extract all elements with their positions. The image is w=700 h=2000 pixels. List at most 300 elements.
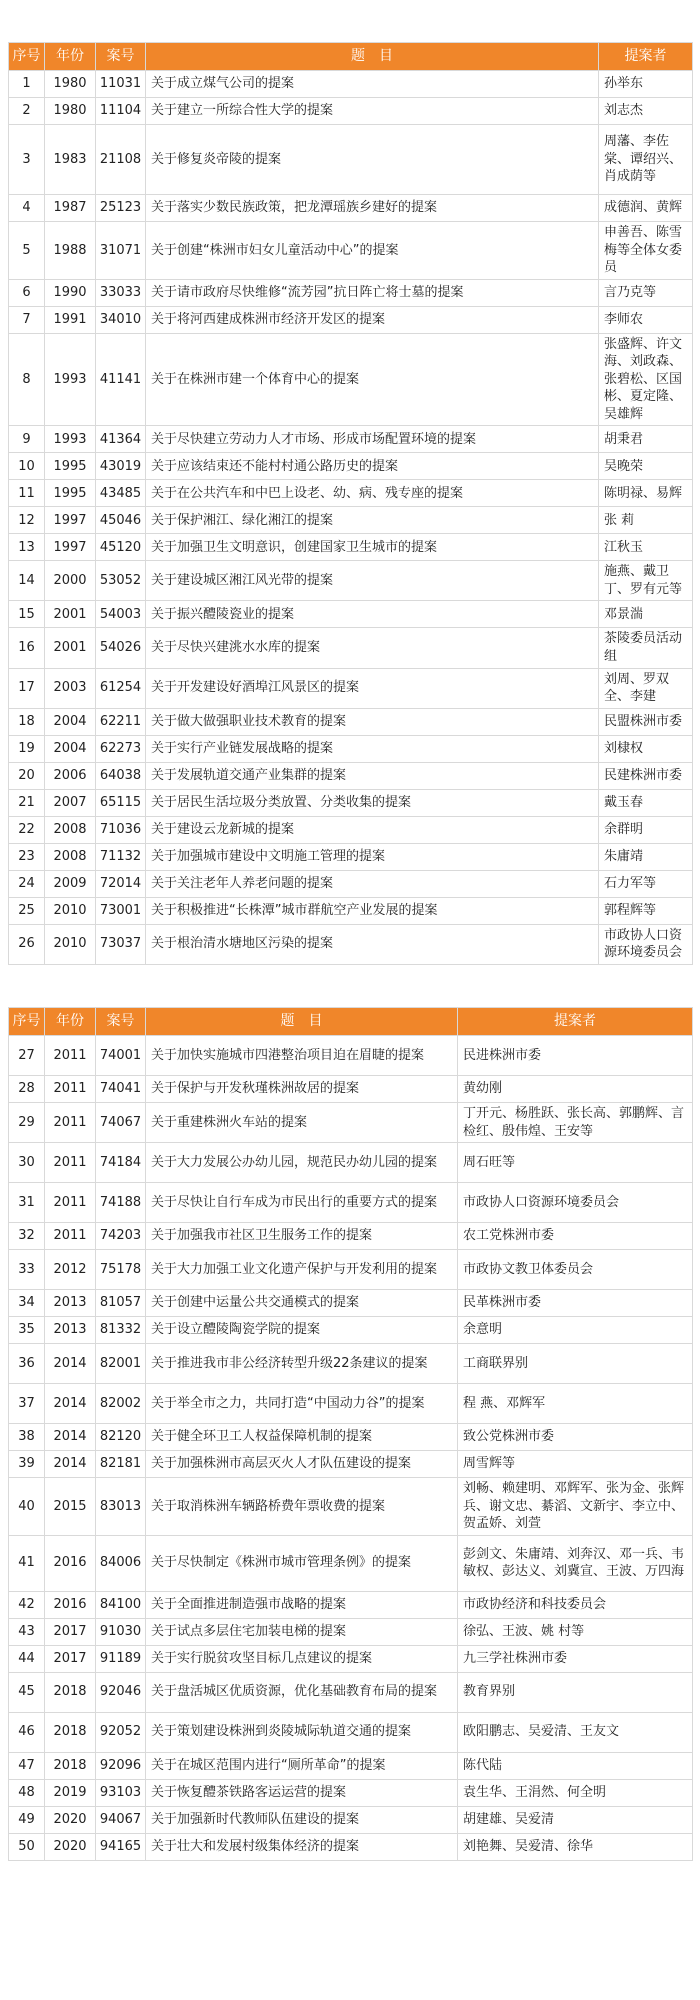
table-row bbox=[9, 1618, 693, 1645]
cell-index: 24 bbox=[9, 870, 45, 897]
cell-index: 37 bbox=[9, 1384, 45, 1424]
cell-year: 2018 bbox=[45, 1712, 96, 1752]
cell-year: 2004 bbox=[45, 708, 96, 735]
cell-title: 关于重建株洲火车站的提案 bbox=[146, 1103, 458, 1143]
cell-title: 关于做大做强职业技术教育的提案 bbox=[146, 708, 599, 735]
cell-title: 关于在株洲市建一个体育中心的提案 bbox=[146, 333, 599, 426]
cell-year: 1983 bbox=[45, 125, 96, 195]
cell-index: 43 bbox=[9, 1618, 45, 1645]
cell-index: 32 bbox=[9, 1223, 45, 1250]
table-row bbox=[9, 306, 693, 333]
table-row bbox=[9, 843, 693, 870]
table-row bbox=[9, 1183, 693, 1223]
header-proposer: 提案者 bbox=[458, 1008, 693, 1036]
proposal-table-1 bbox=[8, 42, 693, 965]
table-row bbox=[9, 1344, 693, 1384]
cell-year: 2001 bbox=[45, 628, 96, 668]
table-row bbox=[9, 1833, 693, 1860]
cell-title: 关于根治清水塘地区污染的提案 bbox=[146, 924, 599, 964]
cell-case-no: 31071 bbox=[96, 222, 146, 280]
cell-case-no: 53052 bbox=[96, 561, 146, 601]
cell-year: 2014 bbox=[45, 1424, 96, 1451]
cell-year: 2006 bbox=[45, 762, 96, 789]
cell-year: 2013 bbox=[45, 1290, 96, 1317]
cell-index: 45 bbox=[9, 1672, 45, 1712]
cell-case-no: 54026 bbox=[96, 628, 146, 668]
cell-year: 2019 bbox=[45, 1779, 96, 1806]
table-row bbox=[9, 1317, 693, 1344]
cell-index: 36 bbox=[9, 1344, 45, 1384]
table-row bbox=[9, 98, 693, 125]
cell-title: 关于积极推进“长株潭”城市群航空产业发展的提案 bbox=[146, 897, 599, 924]
cell-proposer: 邓景湍 bbox=[599, 601, 693, 628]
table-row bbox=[9, 195, 693, 222]
cell-case-no: 81332 bbox=[96, 1317, 146, 1344]
cell-year: 2011 bbox=[45, 1183, 96, 1223]
cell-title: 关于壮大和发展村级集体经济的提案 bbox=[146, 1833, 458, 1860]
cell-year: 2020 bbox=[45, 1833, 96, 1860]
cell-proposer: 致公党株洲市委 bbox=[458, 1424, 693, 1451]
table-row bbox=[9, 534, 693, 561]
cell-case-no: 71132 bbox=[96, 843, 146, 870]
cell-index: 11 bbox=[9, 480, 45, 507]
table-row bbox=[9, 125, 693, 195]
cell-year: 1987 bbox=[45, 195, 96, 222]
table-row bbox=[9, 1076, 693, 1103]
cell-title: 关于在城区范围内进行“厕所革命”的提案 bbox=[146, 1752, 458, 1779]
cell-proposer: 刘志杰 bbox=[599, 98, 693, 125]
cell-case-no: 91189 bbox=[96, 1645, 146, 1672]
cell-title: 关于落实少数民族政策，把龙潭瑶族乡建好的提案 bbox=[146, 195, 599, 222]
cell-title: 关于开发建设好酒埠江风景区的提案 bbox=[146, 668, 599, 708]
cell-index: 4 bbox=[9, 195, 45, 222]
cell-index: 38 bbox=[9, 1424, 45, 1451]
cell-case-no: 81057 bbox=[96, 1290, 146, 1317]
cell-case-no: 64038 bbox=[96, 762, 146, 789]
cell-proposer: 民盟株洲市委 bbox=[599, 708, 693, 735]
cell-proposer: 刘棣权 bbox=[599, 735, 693, 762]
cell-index: 12 bbox=[9, 507, 45, 534]
table-row bbox=[9, 279, 693, 306]
cell-year: 1990 bbox=[45, 279, 96, 306]
table-row bbox=[9, 71, 693, 98]
cell-case-no: 34010 bbox=[96, 306, 146, 333]
cell-proposer: 余意明 bbox=[458, 1317, 693, 1344]
cell-title: 关于实行脱贫攻坚目标几点建议的提案 bbox=[146, 1645, 458, 1672]
cell-index: 34 bbox=[9, 1290, 45, 1317]
cell-case-no: 62273 bbox=[96, 735, 146, 762]
cell-index: 50 bbox=[9, 1833, 45, 1860]
cell-case-no: 43019 bbox=[96, 453, 146, 480]
table-row bbox=[9, 870, 693, 897]
cell-case-no: 54003 bbox=[96, 601, 146, 628]
cell-proposer: 张盛辉、许文海、刘政森、张碧松、区国彬、夏定隆、吴雄辉 bbox=[599, 333, 693, 426]
cell-index: 1 bbox=[9, 71, 45, 98]
cell-title: 关于加强城市建设中文明施工管理的提案 bbox=[146, 843, 599, 870]
cell-proposer: 袁生华、王涓然、何全明 bbox=[458, 1779, 693, 1806]
cell-index: 26 bbox=[9, 924, 45, 964]
header-year: 年份 bbox=[45, 1008, 96, 1036]
cell-case-no: 33033 bbox=[96, 279, 146, 306]
table-row bbox=[9, 453, 693, 480]
cell-case-no: 45046 bbox=[96, 507, 146, 534]
table-row bbox=[9, 426, 693, 453]
cell-case-no: 74067 bbox=[96, 1103, 146, 1143]
cell-index: 46 bbox=[9, 1712, 45, 1752]
proposal-table-2 bbox=[8, 1007, 693, 1861]
cell-year: 2017 bbox=[45, 1645, 96, 1672]
cell-index: 2 bbox=[9, 98, 45, 125]
cell-proposer: 彭剑文、朱庸靖、刘奔汉、邓一兵、韦敏权、彭达义、刘冀宣、王波、万四海 bbox=[458, 1535, 693, 1591]
cell-proposer: 周雪辉等 bbox=[458, 1451, 693, 1478]
cell-index: 33 bbox=[9, 1250, 45, 1290]
cell-proposer: 徐弘、王波、姚 村等 bbox=[458, 1618, 693, 1645]
cell-title: 关于举全市之力，共同打造“中国动力谷”的提案 bbox=[146, 1384, 458, 1424]
cell-title: 关于成立煤气公司的提案 bbox=[146, 71, 599, 98]
cell-year: 1995 bbox=[45, 480, 96, 507]
cell-year: 2010 bbox=[45, 924, 96, 964]
cell-proposer: 刘周、罗双全、李建 bbox=[599, 668, 693, 708]
cell-title: 关于发展轨道交通产业集群的提案 bbox=[146, 762, 599, 789]
table-row bbox=[9, 1384, 693, 1424]
table-row bbox=[9, 1290, 693, 1317]
header-index: 序号 bbox=[9, 1008, 45, 1036]
table-row bbox=[9, 897, 693, 924]
cell-index: 5 bbox=[9, 222, 45, 280]
cell-year: 2011 bbox=[45, 1076, 96, 1103]
cell-year: 2013 bbox=[45, 1317, 96, 1344]
cell-year: 2012 bbox=[45, 1250, 96, 1290]
table-row bbox=[9, 1451, 693, 1478]
cell-case-no: 74041 bbox=[96, 1076, 146, 1103]
cell-index: 17 bbox=[9, 668, 45, 708]
cell-title: 关于恢复醴茶铁路客运运营的提案 bbox=[146, 1779, 458, 1806]
cell-case-no: 74188 bbox=[96, 1183, 146, 1223]
cell-case-no: 71036 bbox=[96, 816, 146, 843]
cell-index: 49 bbox=[9, 1806, 45, 1833]
cell-year: 2015 bbox=[45, 1478, 96, 1536]
cell-proposer: 江秋玉 bbox=[599, 534, 693, 561]
table-row bbox=[9, 1143, 693, 1183]
cell-proposer: 张 莉 bbox=[599, 507, 693, 534]
cell-year: 1991 bbox=[45, 306, 96, 333]
table-body-1 bbox=[9, 71, 693, 965]
cell-proposer: 欧阳鹏志、吴爱清、王友文 bbox=[458, 1712, 693, 1752]
cell-index: 13 bbox=[9, 534, 45, 561]
cell-title: 关于在公共汽车和中巴上设老、幼、病、残专座的提案 bbox=[146, 480, 599, 507]
table-row bbox=[9, 1591, 693, 1618]
cell-proposer: 吴晚荣 bbox=[599, 453, 693, 480]
table-row bbox=[9, 1672, 693, 1712]
cell-title: 关于推进我市非公经济转型升级22条建议的提案 bbox=[146, 1344, 458, 1384]
cell-title: 关于策划建设株洲到炎陵城际轨道交通的提案 bbox=[146, 1712, 458, 1752]
cell-proposer: 石力军等 bbox=[599, 870, 693, 897]
cell-proposer: 余群明 bbox=[599, 816, 693, 843]
cell-index: 10 bbox=[9, 453, 45, 480]
cell-case-no: 41364 bbox=[96, 426, 146, 453]
table-row bbox=[9, 1424, 693, 1451]
cell-title: 关于加强株洲市高层灭火人才队伍建设的提案 bbox=[146, 1451, 458, 1478]
cell-case-no: 73037 bbox=[96, 924, 146, 964]
cell-case-no: 82120 bbox=[96, 1424, 146, 1451]
cell-title: 关于试点多层住宅加装电梯的提案 bbox=[146, 1618, 458, 1645]
table-row bbox=[9, 735, 693, 762]
cell-case-no: 92096 bbox=[96, 1752, 146, 1779]
cell-proposer: 市政协人口资源环境委员会 bbox=[458, 1183, 693, 1223]
cell-proposer: 孙举东 bbox=[599, 71, 693, 98]
cell-case-no: 94067 bbox=[96, 1806, 146, 1833]
cell-title: 关于尽快兴建洮水水库的提案 bbox=[146, 628, 599, 668]
cell-case-no: 74001 bbox=[96, 1036, 146, 1076]
cell-index: 25 bbox=[9, 897, 45, 924]
cell-index: 15 bbox=[9, 601, 45, 628]
cell-case-no: 91030 bbox=[96, 1618, 146, 1645]
table-row bbox=[9, 1806, 693, 1833]
cell-year: 2020 bbox=[45, 1806, 96, 1833]
cell-title: 关于盘活城区优质资源，优化基础教育布局的提案 bbox=[146, 1672, 458, 1712]
cell-proposer: 周藩、李佐棠、谭绍兴、肖成荫等 bbox=[599, 125, 693, 195]
cell-title: 关于居民生活垃圾分类放置、分类收集的提案 bbox=[146, 789, 599, 816]
header-title: 题 目 bbox=[146, 43, 599, 71]
table-row bbox=[9, 1103, 693, 1143]
header-index: 序号 bbox=[9, 43, 45, 71]
cell-title: 关于建立一所综合性大学的提案 bbox=[146, 98, 599, 125]
cell-proposer: 胡建雄、吴爱清 bbox=[458, 1806, 693, 1833]
cell-index: 20 bbox=[9, 762, 45, 789]
cell-proposer: 市政协人口资源环境委员会 bbox=[599, 924, 693, 964]
cell-year: 1997 bbox=[45, 534, 96, 561]
cell-proposer: 戴玉春 bbox=[599, 789, 693, 816]
cell-title: 关于加强卫生文明意识，创建国家卫生城市的提案 bbox=[146, 534, 599, 561]
cell-index: 42 bbox=[9, 1591, 45, 1618]
cell-index: 30 bbox=[9, 1143, 45, 1183]
table-row bbox=[9, 762, 693, 789]
table-row bbox=[9, 1250, 693, 1290]
cell-case-no: 83013 bbox=[96, 1478, 146, 1536]
cell-title: 关于大力加强工业文化遗产保护与开发利用的提案 bbox=[146, 1250, 458, 1290]
cell-index: 41 bbox=[9, 1535, 45, 1591]
table-row bbox=[9, 561, 693, 601]
table-row bbox=[9, 628, 693, 668]
table-row bbox=[9, 333, 693, 426]
cell-year: 1993 bbox=[45, 426, 96, 453]
table-row bbox=[9, 924, 693, 964]
cell-proposer: 成德润、黄辉 bbox=[599, 195, 693, 222]
cell-index: 22 bbox=[9, 816, 45, 843]
cell-title: 关于健全环卫工人权益保障机制的提案 bbox=[146, 1424, 458, 1451]
cell-index: 18 bbox=[9, 708, 45, 735]
cell-index: 29 bbox=[9, 1103, 45, 1143]
cell-year: 2017 bbox=[45, 1618, 96, 1645]
cell-year: 2003 bbox=[45, 668, 96, 708]
cell-title: 关于全面推进制造强市战略的提案 bbox=[146, 1591, 458, 1618]
cell-index: 14 bbox=[9, 561, 45, 601]
cell-year: 2011 bbox=[45, 1036, 96, 1076]
cell-title: 关于实行产业链发展战略的提案 bbox=[146, 735, 599, 762]
cell-title: 关于将河西建成株洲市经济开发区的提案 bbox=[146, 306, 599, 333]
cell-title: 关于尽快制定《株洲市城市管理条例》的提案 bbox=[146, 1535, 458, 1591]
header-proposer: 提案者 bbox=[599, 43, 693, 71]
table-row bbox=[9, 1645, 693, 1672]
cell-year: 2010 bbox=[45, 897, 96, 924]
cell-proposer: 市政协经济和科技委员会 bbox=[458, 1591, 693, 1618]
cell-proposer: 九三学社株洲市委 bbox=[458, 1645, 693, 1672]
cell-proposer: 民革株洲市委 bbox=[458, 1290, 693, 1317]
table-row bbox=[9, 708, 693, 735]
cell-proposer: 农工党株洲市委 bbox=[458, 1223, 693, 1250]
table-body-2 bbox=[9, 1036, 693, 1861]
cell-year: 2018 bbox=[45, 1672, 96, 1712]
cell-proposer: 民建株洲市委 bbox=[599, 762, 693, 789]
cell-title: 关于加强我市社区卫生服务工作的提案 bbox=[146, 1223, 458, 1250]
cell-case-no: 65115 bbox=[96, 789, 146, 816]
cell-year: 2001 bbox=[45, 601, 96, 628]
table-row bbox=[9, 507, 693, 534]
table-header-row bbox=[9, 1008, 693, 1036]
cell-case-no: 11104 bbox=[96, 98, 146, 125]
cell-proposer: 施燕、戴卫丁、罗有元等 bbox=[599, 561, 693, 601]
cell-proposer: 周石旺等 bbox=[458, 1143, 693, 1183]
cell-year: 2011 bbox=[45, 1103, 96, 1143]
cell-index: 6 bbox=[9, 279, 45, 306]
cell-title: 关于尽快让自行车成为市民出行的重要方式的提案 bbox=[146, 1183, 458, 1223]
cell-proposer: 茶陵委员活动组 bbox=[599, 628, 693, 668]
cell-year: 2014 bbox=[45, 1344, 96, 1384]
cell-year: 2014 bbox=[45, 1384, 96, 1424]
cell-title: 关于建设云龙新城的提案 bbox=[146, 816, 599, 843]
table-row bbox=[9, 601, 693, 628]
table-row bbox=[9, 1752, 693, 1779]
cell-proposer: 刘艳舞、吴爱清、徐华 bbox=[458, 1833, 693, 1860]
cell-proposer: 申善吾、陈雪梅等全体女委员 bbox=[599, 222, 693, 280]
cell-index: 39 bbox=[9, 1451, 45, 1478]
cell-title: 关于修复炎帝陵的提案 bbox=[146, 125, 599, 195]
cell-index: 21 bbox=[9, 789, 45, 816]
cell-case-no: 41141 bbox=[96, 333, 146, 426]
cell-title: 关于建设城区湘江风光带的提案 bbox=[146, 561, 599, 601]
cell-case-no: 82002 bbox=[96, 1384, 146, 1424]
cell-case-no: 21108 bbox=[96, 125, 146, 195]
cell-case-no: 94165 bbox=[96, 1833, 146, 1860]
cell-year: 2016 bbox=[45, 1535, 96, 1591]
cell-year: 2009 bbox=[45, 870, 96, 897]
cell-proposer: 言乃克等 bbox=[599, 279, 693, 306]
cell-case-no: 74203 bbox=[96, 1223, 146, 1250]
cell-proposer: 程 燕、邓辉军 bbox=[458, 1384, 693, 1424]
table-header-row bbox=[9, 43, 693, 71]
cell-case-no: 82001 bbox=[96, 1344, 146, 1384]
cell-title: 关于保护湘江、绿化湘江的提案 bbox=[146, 507, 599, 534]
table-row bbox=[9, 1712, 693, 1752]
cell-proposer: 陈明禄、易辉 bbox=[599, 480, 693, 507]
cell-case-no: 62211 bbox=[96, 708, 146, 735]
cell-year: 1980 bbox=[45, 98, 96, 125]
table-row bbox=[9, 222, 693, 280]
cell-title: 关于创建“株洲市妇女儿童活动中心”的提案 bbox=[146, 222, 599, 280]
cell-title: 关于取消株洲车辆路桥费年票收费的提案 bbox=[146, 1478, 458, 1536]
cell-case-no: 43485 bbox=[96, 480, 146, 507]
cell-case-no: 92052 bbox=[96, 1712, 146, 1752]
cell-proposer: 胡秉君 bbox=[599, 426, 693, 453]
cell-year: 2018 bbox=[45, 1752, 96, 1779]
table-row bbox=[9, 668, 693, 708]
cell-year: 2011 bbox=[45, 1223, 96, 1250]
cell-proposer: 丁开元、杨胜跃、张长高、郭鹏辉、言检红、殷伟煌、王安等 bbox=[458, 1103, 693, 1143]
cell-title: 关于加快实施城市四港整治项目迫在眉睫的提案 bbox=[146, 1036, 458, 1076]
cell-title: 关于大力发展公办幼儿园，规范民办幼儿园的提案 bbox=[146, 1143, 458, 1183]
cell-proposer: 民进株洲市委 bbox=[458, 1036, 693, 1076]
cell-proposer: 工商联界别 bbox=[458, 1344, 693, 1384]
cell-index: 23 bbox=[9, 843, 45, 870]
table-row bbox=[9, 480, 693, 507]
table-row bbox=[9, 816, 693, 843]
cell-index: 35 bbox=[9, 1317, 45, 1344]
cell-title: 关于设立醴陵陶瓷学院的提案 bbox=[146, 1317, 458, 1344]
cell-proposer: 朱庸靖 bbox=[599, 843, 693, 870]
cell-case-no: 84006 bbox=[96, 1535, 146, 1591]
cell-year: 1988 bbox=[45, 222, 96, 280]
cell-index: 40 bbox=[9, 1478, 45, 1536]
cell-case-no: 45120 bbox=[96, 534, 146, 561]
cell-case-no: 84100 bbox=[96, 1591, 146, 1618]
cell-index: 3 bbox=[9, 125, 45, 195]
cell-proposer: 黄幼刚 bbox=[458, 1076, 693, 1103]
table-row bbox=[9, 789, 693, 816]
table-row bbox=[9, 1478, 693, 1536]
cell-index: 19 bbox=[9, 735, 45, 762]
cell-case-no: 11031 bbox=[96, 71, 146, 98]
cell-case-no: 92046 bbox=[96, 1672, 146, 1712]
cell-title: 关于振兴醴陵瓷业的提案 bbox=[146, 601, 599, 628]
cell-year: 1995 bbox=[45, 453, 96, 480]
cell-year: 2011 bbox=[45, 1143, 96, 1183]
cell-case-no: 61254 bbox=[96, 668, 146, 708]
table-row bbox=[9, 1779, 693, 1806]
header-case-no: 案号 bbox=[96, 43, 146, 71]
cell-proposer: 陈代陆 bbox=[458, 1752, 693, 1779]
cell-case-no: 82181 bbox=[96, 1451, 146, 1478]
cell-case-no: 75178 bbox=[96, 1250, 146, 1290]
cell-index: 16 bbox=[9, 628, 45, 668]
cell-index: 9 bbox=[9, 426, 45, 453]
cell-proposer: 教育界别 bbox=[458, 1672, 693, 1712]
table-row bbox=[9, 1036, 693, 1076]
cell-index: 28 bbox=[9, 1076, 45, 1103]
cell-year: 2004 bbox=[45, 735, 96, 762]
cell-year: 2016 bbox=[45, 1591, 96, 1618]
cell-year: 1997 bbox=[45, 507, 96, 534]
cell-proposer: 刘畅、赖建明、邓辉军、张为金、张辉兵、谢文忠、綦滔、文新宇、李立中、贺孟娇、刘萱 bbox=[458, 1478, 693, 1536]
cell-title: 关于尽快建立劳动力人才市场、形成市场配置环境的提案 bbox=[146, 426, 599, 453]
header-year: 年份 bbox=[45, 43, 96, 71]
cell-proposer: 市政协文教卫体委员会 bbox=[458, 1250, 693, 1290]
cell-index: 47 bbox=[9, 1752, 45, 1779]
cell-case-no: 74184 bbox=[96, 1143, 146, 1183]
header-case-no: 案号 bbox=[96, 1008, 146, 1036]
cell-title: 关于请市政府尽快维修“流芳园”抗日阵亡将士墓的提案 bbox=[146, 279, 599, 306]
cell-title: 关于保护与开发秋瑾株洲故居的提案 bbox=[146, 1076, 458, 1103]
header-title: 题 目 bbox=[146, 1008, 458, 1036]
cell-case-no: 93103 bbox=[96, 1779, 146, 1806]
cell-index: 48 bbox=[9, 1779, 45, 1806]
cell-year: 2007 bbox=[45, 789, 96, 816]
cell-index: 8 bbox=[9, 333, 45, 426]
cell-proposer: 李师农 bbox=[599, 306, 693, 333]
cell-title: 关于创建中运量公共交通模式的提案 bbox=[146, 1290, 458, 1317]
cell-year: 1980 bbox=[45, 71, 96, 98]
cell-index: 7 bbox=[9, 306, 45, 333]
cell-title: 关于应该结束还不能村村通公路历史的提案 bbox=[146, 453, 599, 480]
